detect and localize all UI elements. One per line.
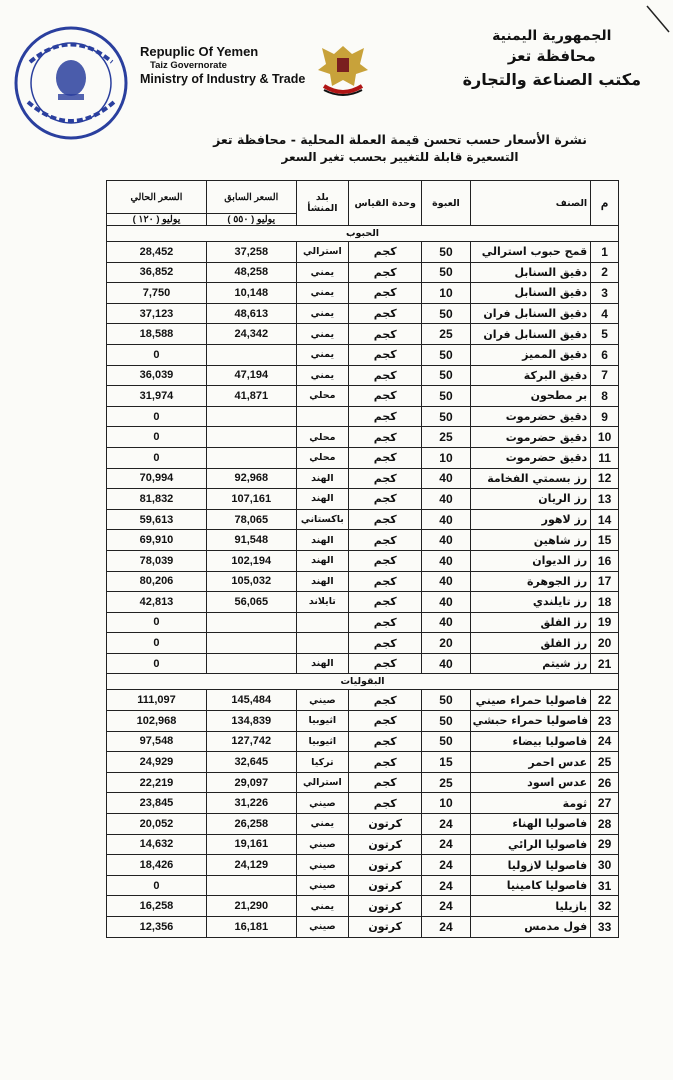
cell-cur-price: 23,845 [107,793,207,814]
cell-item: رز الديوان [470,550,591,571]
cell-prev-price: 10,148 [206,283,296,304]
cell-item: قمح حبوب استرالي [470,242,591,263]
cell-num: 1 [591,242,619,263]
document-title [140,132,660,165]
cell-item: عدس احمر [470,752,591,773]
cell-origin: الهند [296,530,349,551]
cell-num: 33 [591,917,619,938]
cell-num: 2 [591,262,619,283]
cell-prev-price: 91,548 [206,530,296,551]
ministry-stamp [10,22,132,144]
cell-pack: 15 [422,752,470,773]
letterhead [0,0,673,125]
cell-item: دقيق السنابل فران [470,324,591,345]
cell-prev-price [206,344,296,365]
cell-origin: استرالي [296,772,349,793]
cell-item: فاصوليا حمراء صيني [470,690,591,711]
cell-pack: 24 [422,834,470,855]
cell-cur-price: 80,206 [107,571,207,592]
cell-num: 10 [591,427,619,448]
cell-prev-price: 48,613 [206,303,296,324]
cell-num: 4 [591,303,619,324]
cell-origin: صيني [296,793,349,814]
cell-prev-price [206,427,296,448]
cell-prev-price: 16,181 [206,917,296,938]
cell-cur-price: 0 [107,406,207,427]
cell-unit: كجم [349,324,422,345]
cell-origin: صيني [296,690,349,711]
cell-origin: يمني [296,283,349,304]
cell-cur-price: 0 [107,447,207,468]
cell-cur-price: 36,852 [107,262,207,283]
col-subheader-prev: يوليو ( ٥٥٠ ) [206,214,296,226]
cell-prev-price: 47,194 [206,365,296,386]
cell-origin: الهند [296,653,349,674]
cell-pack: 50 [422,406,470,427]
cell-item: رز بسمتي الفخامة [470,468,591,489]
cell-unit: كجم [349,303,422,324]
cell-prev-price: 26,258 [206,814,296,835]
cell-cur-price: 14,632 [107,834,207,855]
cell-num: 11 [591,447,619,468]
table-row [107,489,619,510]
cell-prev-price: 127,742 [206,731,296,752]
col-header-item: الصنف [470,181,591,226]
cell-pack: 25 [422,324,470,345]
table-row [107,427,619,448]
cell-origin: صيني [296,834,349,855]
cell-pack: 10 [422,793,470,814]
cell-prev-price: 78,065 [206,509,296,530]
table-row [107,550,619,571]
cell-origin: يمني [296,324,349,345]
yemen-eagle-emblem-icon [312,40,374,98]
cell-num: 5 [591,324,619,345]
cell-num: 16 [591,550,619,571]
table-body [107,226,619,938]
cell-origin: محلي [296,447,349,468]
cell-unit: كجم [349,283,422,304]
cell-cur-price: 0 [107,653,207,674]
cell-num: 24 [591,731,619,752]
cell-pack: 25 [422,772,470,793]
cell-item: رز الفلق [470,612,591,633]
cell-pack: 50 [422,386,470,407]
cell-num: 8 [591,386,619,407]
cell-pack: 50 [422,242,470,263]
cell-prev-price: 31,226 [206,793,296,814]
cell-origin: الهند [296,571,349,592]
table-row [107,509,619,530]
cell-cur-price: 0 [107,427,207,448]
cell-item: دقيق حضرموت [470,427,591,448]
cell-origin: يمني [296,262,349,283]
price-table [106,180,619,938]
cell-unit: كرتون [349,855,422,876]
cell-pack: 40 [422,468,470,489]
cell-cur-price: 12,356 [107,917,207,938]
cell-origin: يمني [296,344,349,365]
cell-item: دقيق المميز [470,344,591,365]
col-subheader-cur: يوليو ( ١٢٠ ) [107,214,207,226]
cell-prev-price [206,653,296,674]
table-row [107,365,619,386]
cell-unit: كجم [349,793,422,814]
table-row [107,530,619,551]
cell-pack: 40 [422,571,470,592]
cell-cur-price: 0 [107,612,207,633]
cell-item: رز تايلندي [470,592,591,613]
cell-prev-price: 105,032 [206,571,296,592]
table-row [107,896,619,917]
table-row [107,793,619,814]
cell-origin: اثيوبيا [296,731,349,752]
cell-item: ثومة [470,793,591,814]
cell-pack: 40 [422,612,470,633]
ar-country: الجمهورية اليمنية [492,28,612,44]
cell-num: 6 [591,344,619,365]
cell-prev-price [206,447,296,468]
cell-item: فاصوليا الهناء [470,814,591,835]
cell-unit: كجم [349,489,422,510]
cell-num: 23 [591,711,619,732]
cell-cur-price: 42,813 [107,592,207,613]
cell-cur-price: 18,426 [107,855,207,876]
cell-pack: 40 [422,550,470,571]
cell-origin: يمني [296,814,349,835]
table-row [107,406,619,427]
col-header-num: م [591,181,619,226]
cell-cur-price: 7,750 [107,283,207,304]
cell-origin [296,612,349,633]
cell-pack: 40 [422,489,470,510]
cell-unit: كجم [349,386,422,407]
table-row [107,690,619,711]
cell-cur-price: 20,052 [107,814,207,835]
table-row [107,814,619,835]
cell-prev-price: 24,342 [206,324,296,345]
cell-pack: 50 [422,711,470,732]
cell-prev-price: 48,258 [206,262,296,283]
section-name: الحبوب [107,226,619,242]
table-row [107,711,619,732]
cell-num: 7 [591,365,619,386]
cell-cur-price: 31,974 [107,386,207,407]
cell-cur-price: 28,452 [107,242,207,263]
section-header-row [107,226,619,242]
cell-item: رز الجوهرة [470,571,591,592]
cell-item: دقيق السنابل [470,283,591,304]
cell-origin: صيني [296,855,349,876]
cell-item: فاصوليا بيضاء [470,731,591,752]
cell-pack: 50 [422,344,470,365]
cell-prev-price [206,633,296,654]
cell-unit: كجم [349,731,422,752]
cell-unit: كجم [349,468,422,489]
cell-item: فاصوليا حمراء حبشي [470,711,591,732]
cell-num: 25 [591,752,619,773]
table-header-row [107,181,619,214]
cell-origin: يمني [296,365,349,386]
col-header-unit: وحدة القياس [349,181,422,226]
table-row [107,447,619,468]
cell-num: 12 [591,468,619,489]
cell-prev-price: 56,065 [206,592,296,613]
cell-unit: كجم [349,690,422,711]
table-row [107,772,619,793]
cell-pack: 20 [422,633,470,654]
title-line-2: التسعيرة قابلة للتغيير بحسب تغير السعر [281,149,519,164]
cell-pack: 24 [422,896,470,917]
cell-unit: كجم [349,242,422,263]
cell-unit: كجم [349,447,422,468]
cell-origin: يمني [296,303,349,324]
cell-cur-price: 24,929 [107,752,207,773]
cell-cur-price: 78,039 [107,550,207,571]
cell-num: 15 [591,530,619,551]
cell-item: دقيق السنابل [470,262,591,283]
cell-origin: الهند [296,468,349,489]
cell-item: رز لاهور [470,509,591,530]
table-row [107,752,619,773]
cell-unit: كجم [349,406,422,427]
cell-item: دقيق حضرموت [470,447,591,468]
cell-cur-price: 81,832 [107,489,207,510]
table-row [107,875,619,896]
table-row [107,612,619,633]
cell-cur-price: 97,548 [107,731,207,752]
cell-num: 3 [591,283,619,304]
col-header-origin: بلد المنشأ [296,181,349,226]
cell-unit: كرتون [349,896,422,917]
table-row [107,303,619,324]
cell-pack: 40 [422,530,470,551]
cell-num: 14 [591,509,619,530]
cell-num: 26 [591,772,619,793]
cell-item: بازيليا [470,896,591,917]
cell-origin: صيني [296,875,349,896]
cell-unit: كجم [349,530,422,551]
table-row [107,344,619,365]
table-row [107,592,619,613]
cell-pack: 24 [422,917,470,938]
cell-item: رز شاهين [470,530,591,551]
cell-prev-price [206,612,296,633]
col-header-prev: السعر السابق [206,181,296,214]
table-row [107,834,619,855]
cell-num: 32 [591,896,619,917]
cell-prev-price: 32,645 [206,752,296,773]
table-row [107,633,619,654]
cell-unit: كجم [349,711,422,732]
en-ministry: Ministry of Industry & Trade [140,72,306,87]
cell-prev-price: 37,258 [206,242,296,263]
section-header-row [107,674,619,690]
cell-pack: 50 [422,303,470,324]
cell-cur-price: 36,039 [107,365,207,386]
cell-prev-price: 92,968 [206,468,296,489]
cell-unit: كجم [349,571,422,592]
cell-item: فاصوليا كامينيا [470,875,591,896]
cell-unit: كجم [349,772,422,793]
col-header-cur: السعر الحالي [107,181,207,214]
arabic-header [463,26,641,91]
cell-unit: كرتون [349,814,422,835]
table-row [107,283,619,304]
cell-unit: كجم [349,509,422,530]
cell-prev-price: 102,194 [206,550,296,571]
cell-prev-price: 24,129 [206,855,296,876]
cell-unit: كجم [349,365,422,386]
cell-prev-price [206,406,296,427]
table-row [107,855,619,876]
cell-item: فول مدمس [470,917,591,938]
cell-unit: كجم [349,262,422,283]
cell-prev-price: 107,161 [206,489,296,510]
table-row [107,468,619,489]
cell-cur-price: 37,123 [107,303,207,324]
cell-pack: 40 [422,509,470,530]
cell-origin: محلي [296,427,349,448]
en-governorate: Taiz Governorate [150,60,227,72]
cell-origin: الهند [296,489,349,510]
cell-item: رز شيتم [470,653,591,674]
cell-num: 19 [591,612,619,633]
cell-prev-price: 134,839 [206,711,296,732]
table-row [107,262,619,283]
english-header [140,44,305,88]
cell-cur-price: 59,613 [107,509,207,530]
cell-item: فاصوليا الرائي [470,834,591,855]
cell-origin: محلي [296,386,349,407]
cell-pack: 24 [422,875,470,896]
cell-num: 20 [591,633,619,654]
table-row [107,242,619,263]
cell-cur-price: 70,994 [107,468,207,489]
cell-cur-price: 18,588 [107,324,207,345]
cell-origin: استرالي [296,242,349,263]
cell-prev-price: 29,097 [206,772,296,793]
cell-unit: كرتون [349,834,422,855]
cell-prev-price: 21,290 [206,896,296,917]
cell-cur-price: 22,219 [107,772,207,793]
cell-unit: كجم [349,427,422,448]
table-row [107,324,619,345]
cell-num: 30 [591,855,619,876]
cell-pack: 40 [422,592,470,613]
cell-pack: 40 [422,653,470,674]
cell-cur-price: 69,910 [107,530,207,551]
cell-prev-price [206,875,296,896]
cell-pack: 25 [422,427,470,448]
cell-cur-price: 111,097 [107,690,207,711]
cell-num: 27 [591,793,619,814]
cell-unit: كجم [349,633,422,654]
cell-unit: كجم [349,344,422,365]
cell-origin: صيني [296,917,349,938]
cell-cur-price: 102,968 [107,711,207,732]
cell-prev-price: 145,484 [206,690,296,711]
cell-num: 9 [591,406,619,427]
cell-unit: كرتون [349,917,422,938]
section-name: البقوليات [107,674,619,690]
cell-item: عدس اسود [470,772,591,793]
cell-unit: كجم [349,550,422,571]
cell-pack: 10 [422,283,470,304]
cell-item: فاصوليا لازوليا [470,855,591,876]
cell-pack: 50 [422,365,470,386]
cell-num: 13 [591,489,619,510]
cell-prev-price: 19,161 [206,834,296,855]
cell-unit: كجم [349,592,422,613]
cell-item: دقيق السنابل فران [470,303,591,324]
cell-origin: تايلاند [296,592,349,613]
table-row [107,917,619,938]
cell-pack: 24 [422,814,470,835]
cell-unit: كجم [349,653,422,674]
cell-pack: 50 [422,731,470,752]
ar-governorate: محافظة تعز [507,47,596,66]
cell-item: بر مطحون [470,386,591,407]
cell-cur-price: 0 [107,875,207,896]
cell-origin: اثيوبيا [296,711,349,732]
cell-num: 31 [591,875,619,896]
table-row [107,731,619,752]
cell-num: 28 [591,814,619,835]
cell-origin: يمني [296,896,349,917]
table-row [107,571,619,592]
cell-num: 18 [591,592,619,613]
cell-unit: كجم [349,752,422,773]
cell-unit: كرتون [349,875,422,896]
col-header-pack: العبوة [422,181,470,226]
cell-cur-price: 0 [107,633,207,654]
cell-item: دقيق حضرموت [470,406,591,427]
cell-origin [296,406,349,427]
table-row [107,386,619,407]
cell-num: 29 [591,834,619,855]
cell-unit: كجم [349,612,422,633]
cell-num: 22 [591,690,619,711]
cell-item: رز الريان [470,489,591,510]
cell-prev-price: 41,871 [206,386,296,407]
cell-cur-price: 16,258 [107,896,207,917]
cell-origin: تركيا [296,752,349,773]
cell-origin [296,633,349,654]
cell-origin: الهند [296,550,349,571]
title-line-1: نشرة الأسعار حسب تحسن قيمة العملة المحلية - محافظة تعز [213,132,587,147]
cell-pack: 10 [422,447,470,468]
cell-item: رز الفلق [470,633,591,654]
cell-pack: 24 [422,855,470,876]
ar-office: مكتب الصناعة والتجارة [462,70,641,90]
cell-pack: 50 [422,690,470,711]
cell-pack: 50 [422,262,470,283]
cell-origin: باكستاني [296,509,349,530]
en-country: Repuplic Of Yemen [140,44,259,59]
cell-num: 21 [591,653,619,674]
cell-item: دقيق البركة [470,365,591,386]
cell-cur-price: 0 [107,344,207,365]
table-row [107,653,619,674]
cell-num: 17 [591,571,619,592]
